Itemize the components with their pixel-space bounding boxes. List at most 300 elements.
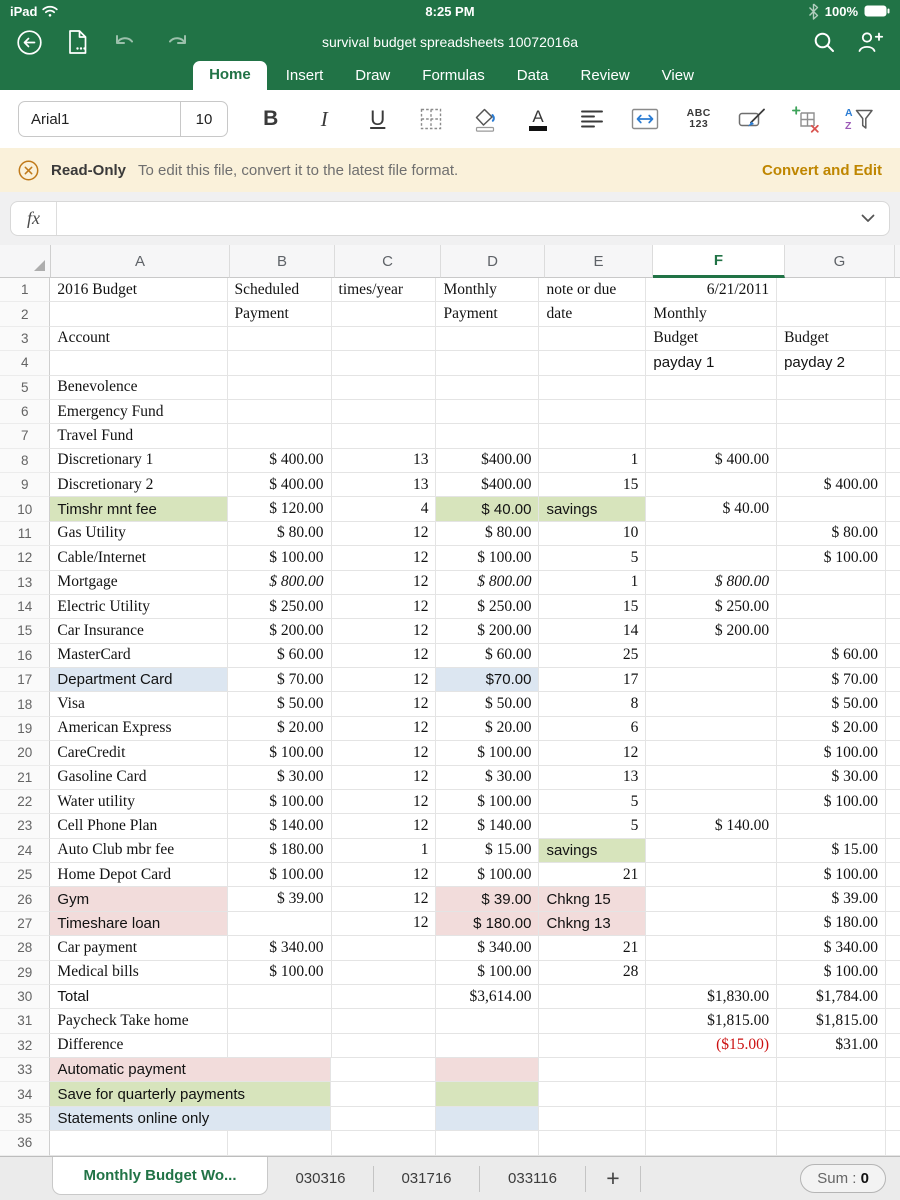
cell-G30[interactable]: $1,784.00 [777, 985, 886, 1009]
cell-C3[interactable] [332, 327, 437, 351]
cell-D24[interactable]: $ 15.00 [436, 839, 539, 863]
cell-F13[interactable]: $ 800.00 [646, 571, 777, 595]
cell-F7[interactable] [646, 424, 777, 448]
cell-D16[interactable]: $ 60.00 [436, 644, 539, 668]
cell-C14[interactable]: 12 [332, 595, 437, 619]
cell-D29[interactable]: $ 100.00 [436, 961, 539, 985]
cell-C6[interactable] [332, 400, 437, 424]
cell-E17[interactable]: 17 [539, 668, 646, 692]
cell-F17[interactable] [646, 668, 777, 692]
select-all-corner[interactable] [0, 245, 51, 278]
cell-C8[interactable]: 13 [332, 449, 437, 473]
cell-E18[interactable]: 8 [539, 692, 646, 716]
cell-D36[interactable] [436, 1131, 539, 1155]
row-header-31[interactable]: 31 [0, 1009, 50, 1033]
cell-D17[interactable]: $70.00 [436, 668, 539, 692]
row-header-9[interactable]: 9 [0, 473, 50, 497]
cell-G11[interactable]: $ 80.00 [777, 522, 886, 546]
cell-F28[interactable] [646, 936, 777, 960]
number-format-icon[interactable]: ABC 123 [679, 99, 719, 139]
cell-A34[interactable]: Save for quarterly payments [50, 1082, 331, 1106]
cell-A30[interactable]: Total [50, 985, 227, 1009]
fill-color-icon[interactable] [465, 99, 505, 139]
cell-D21[interactable]: $ 30.00 [436, 766, 539, 790]
cell-A15[interactable]: Car Insurance [50, 619, 227, 643]
cell-C18[interactable]: 12 [332, 692, 437, 716]
ribbon-tab-review[interactable]: Review [567, 63, 642, 90]
cell-B5[interactable] [228, 376, 332, 400]
column-header-B[interactable]: B [230, 245, 335, 278]
cell-G20[interactable]: $ 100.00 [777, 741, 886, 765]
cell-B30[interactable] [228, 985, 332, 1009]
cell-F27[interactable] [646, 912, 777, 936]
cell-B13[interactable]: $ 800.00 [228, 571, 332, 595]
cell-G32[interactable]: $31.00 [777, 1034, 886, 1058]
cell-A6[interactable]: Emergency Fund [50, 400, 227, 424]
cell-C19[interactable]: 12 [332, 717, 437, 741]
cell-G9[interactable]: $ 400.00 [777, 473, 886, 497]
cell-F24[interactable] [646, 839, 777, 863]
row-header-5[interactable]: 5 [0, 376, 50, 400]
row-header-4[interactable]: 4 [0, 351, 50, 375]
cell-E13[interactable]: 1 [539, 571, 646, 595]
cell-G28[interactable]: $ 340.00 [777, 936, 886, 960]
cell-A5[interactable]: Benevolence [50, 376, 227, 400]
cell-C13[interactable]: 12 [332, 571, 437, 595]
cell-D7[interactable] [436, 424, 539, 448]
row-header-33[interactable]: 33 [0, 1058, 50, 1082]
cell-D33[interactable] [436, 1058, 539, 1082]
cell-A1[interactable]: 2016 Budget [50, 278, 227, 302]
cell-B25[interactable]: $ 100.00 [228, 863, 332, 887]
cell-D27[interactable]: $ 180.00 [436, 912, 539, 936]
row-header-20[interactable]: 20 [0, 741, 50, 765]
cell-C34[interactable] [331, 1082, 436, 1106]
cell-B29[interactable]: $ 100.00 [228, 961, 332, 985]
cell-F31[interactable]: $1,815.00 [646, 1009, 777, 1033]
convert-and-edit-button[interactable]: Convert and Edit [761, 161, 882, 179]
cell-F11[interactable] [646, 522, 777, 546]
cell-A29[interactable]: Medical bills [50, 961, 227, 985]
cell-E2[interactable]: date [539, 302, 646, 326]
row-header-30[interactable]: 30 [0, 985, 50, 1009]
cell-A20[interactable]: CareCredit [50, 741, 227, 765]
cell-E29[interactable]: 28 [539, 961, 646, 985]
cell-C10[interactable]: 4 [332, 497, 437, 521]
cell-C9[interactable]: 13 [332, 473, 437, 497]
cell-B3[interactable] [228, 327, 332, 351]
cell-F1[interactable]: 6/21/2011 [646, 278, 777, 302]
row-header-8[interactable]: 8 [0, 449, 50, 473]
cell-D9[interactable]: $400.00 [436, 473, 539, 497]
cell-D18[interactable]: $ 50.00 [436, 692, 539, 716]
ribbon-tab-data[interactable]: Data [504, 63, 562, 90]
cell-B17[interactable]: $ 70.00 [228, 668, 332, 692]
cell-G35[interactable] [777, 1107, 886, 1131]
cell-D35[interactable] [436, 1107, 539, 1131]
sheet-tab-active[interactable]: Monthly Budget Wo... [52, 1157, 268, 1195]
row-header-15[interactable]: 15 [0, 619, 50, 643]
cell-B8[interactable]: $ 400.00 [228, 449, 332, 473]
cell-G18[interactable]: $ 50.00 [777, 692, 886, 716]
cell-F18[interactable] [646, 692, 777, 716]
cell-G19[interactable]: $ 20.00 [777, 717, 886, 741]
share-people-icon[interactable] [856, 30, 884, 54]
cell-C36[interactable] [332, 1131, 437, 1155]
row-header-2[interactable]: 2 [0, 302, 50, 326]
cell-F22[interactable] [646, 790, 777, 814]
cell-C15[interactable]: 12 [332, 619, 437, 643]
cell-G27[interactable]: $ 180.00 [777, 912, 886, 936]
cell-A7[interactable]: Travel Fund [50, 424, 227, 448]
cell-D15[interactable]: $ 200.00 [436, 619, 539, 643]
cell-E25[interactable]: 21 [539, 863, 646, 887]
ribbon-tab-insert[interactable]: Insert [273, 63, 337, 90]
cell-C28[interactable] [332, 936, 437, 960]
column-header-G[interactable]: G [785, 245, 895, 278]
cell-C1[interactable]: times/year [332, 278, 437, 302]
cell-A11[interactable]: Gas Utility [50, 522, 227, 546]
cell-D22[interactable]: $ 100.00 [436, 790, 539, 814]
row-header-28[interactable]: 28 [0, 936, 50, 960]
cell-B36[interactable] [228, 1131, 332, 1155]
cell-B6[interactable] [228, 400, 332, 424]
cell-E16[interactable]: 25 [539, 644, 646, 668]
row-header-35[interactable]: 35 [0, 1107, 50, 1131]
row-header-14[interactable]: 14 [0, 595, 50, 619]
cell-C12[interactable]: 12 [332, 546, 437, 570]
cell-A36[interactable] [50, 1131, 227, 1155]
cell-C23[interactable]: 12 [332, 814, 437, 838]
cell-E5[interactable] [539, 376, 646, 400]
cell-E15[interactable]: 14 [539, 619, 646, 643]
cell-C5[interactable] [332, 376, 437, 400]
cell-C2[interactable] [332, 302, 437, 326]
cell-A22[interactable]: Water utility [50, 790, 227, 814]
cell-F30[interactable]: $1,830.00 [646, 985, 777, 1009]
sum-pill[interactable] [800, 1164, 886, 1193]
ribbon-tab-formulas[interactable]: Formulas [409, 63, 498, 90]
cell-D32[interactable] [436, 1034, 539, 1058]
sort-filter-icon[interactable] [839, 99, 879, 139]
cell-E3[interactable] [539, 327, 646, 351]
cell-E33[interactable] [539, 1058, 646, 1082]
cell-F33[interactable] [646, 1058, 777, 1082]
redo-button[interactable] [163, 31, 189, 53]
cell-E1[interactable]: note or due [539, 278, 646, 302]
alignment-icon[interactable] [572, 99, 612, 139]
cell-A31[interactable]: Paycheck Take home [50, 1009, 227, 1033]
cell-A33[interactable]: Automatic payment [50, 1058, 331, 1082]
row-header-29[interactable]: 29 [0, 961, 50, 985]
cell-D2[interactable]: Payment [436, 302, 539, 326]
row-header-22[interactable]: 22 [0, 790, 50, 814]
column-header-D[interactable]: D [441, 245, 545, 278]
cell-A17[interactable]: Department Card [50, 668, 227, 692]
cell-F34[interactable] [646, 1082, 777, 1106]
cell-C11[interactable]: 12 [332, 522, 437, 546]
cell-F6[interactable] [646, 400, 777, 424]
cell-D12[interactable]: $ 100.00 [436, 546, 539, 570]
cell-F20[interactable] [646, 741, 777, 765]
cell-A3[interactable]: Account [50, 327, 227, 351]
cell-A14[interactable]: Electric Utility [50, 595, 227, 619]
cell-G8[interactable] [777, 449, 886, 473]
cell-G5[interactable] [777, 376, 886, 400]
cell-E24[interactable]: savings [539, 839, 646, 863]
cell-G16[interactable]: $ 60.00 [777, 644, 886, 668]
cell-A16[interactable]: MasterCard [50, 644, 227, 668]
cell-A12[interactable]: Cable/Internet [50, 546, 227, 570]
row-header-16[interactable]: 16 [0, 644, 50, 668]
cell-E8[interactable]: 1 [539, 449, 646, 473]
column-header-A[interactable]: A [51, 245, 230, 278]
underline-icon[interactable]: U [358, 99, 398, 139]
cell-D8[interactable]: $400.00 [436, 449, 539, 473]
ribbon-tab-home[interactable]: Home [193, 61, 267, 90]
cell-D26[interactable]: $ 39.00 [436, 887, 539, 911]
cell-E35[interactable] [539, 1107, 646, 1131]
cell-G25[interactable]: $ 100.00 [777, 863, 886, 887]
chevron-down-icon[interactable] [847, 214, 889, 223]
cell-C26[interactable]: 12 [332, 887, 437, 911]
row-header-6[interactable]: 6 [0, 400, 50, 424]
cell-C31[interactable] [332, 1009, 437, 1033]
cell-G33[interactable] [777, 1058, 886, 1082]
formula-input[interactable] [57, 210, 847, 227]
font-color-icon[interactable] [518, 99, 558, 139]
cell-A18[interactable]: Visa [50, 692, 227, 716]
cell-E4[interactable] [539, 351, 646, 375]
merge-cells-icon[interactable] [625, 99, 665, 139]
cell-A23[interactable]: Cell Phone Plan [50, 814, 227, 838]
cell-B7[interactable] [228, 424, 332, 448]
cell-A19[interactable]: American Express [50, 717, 227, 741]
cell-F5[interactable] [646, 376, 777, 400]
cell-E7[interactable] [539, 424, 646, 448]
cell-G31[interactable]: $1,815.00 [777, 1009, 886, 1033]
cell-B11[interactable]: $ 80.00 [228, 522, 332, 546]
cell-A28[interactable]: Car payment [50, 936, 227, 960]
sheet-tab-031716[interactable]: 031716 [374, 1157, 479, 1200]
cell-G15[interactable] [777, 619, 886, 643]
row-header-3[interactable]: 3 [0, 327, 50, 351]
cell-A24[interactable]: Auto Club mbr fee [50, 839, 227, 863]
row-header-32[interactable]: 32 [0, 1034, 50, 1058]
cell-C22[interactable]: 12 [332, 790, 437, 814]
row-header-17[interactable]: 17 [0, 668, 50, 692]
ribbon-tab-view[interactable]: View [649, 63, 707, 90]
cell-B4[interactable] [228, 351, 332, 375]
cell-A2[interactable] [50, 302, 227, 326]
cell-B27[interactable] [228, 912, 332, 936]
cell-D20[interactable]: $ 100.00 [436, 741, 539, 765]
cell-C20[interactable]: 12 [332, 741, 437, 765]
cell-D10[interactable]: $ 40.00 [436, 497, 539, 521]
cell-E12[interactable]: 5 [539, 546, 646, 570]
cell-F29[interactable] [646, 961, 777, 985]
row-header-21[interactable]: 21 [0, 766, 50, 790]
cell-G34[interactable] [777, 1082, 886, 1106]
sheet-tab-030316[interactable]: 030316 [268, 1157, 373, 1200]
borders-icon[interactable] [411, 99, 451, 139]
undo-button[interactable] [113, 31, 139, 53]
cell-B24[interactable]: $ 180.00 [228, 839, 332, 863]
row-header-26[interactable]: 26 [0, 887, 50, 911]
cell-C17[interactable]: 12 [332, 668, 437, 692]
cell-F10[interactable]: $ 40.00 [646, 497, 777, 521]
cell-G17[interactable]: $ 70.00 [777, 668, 886, 692]
row-header-34[interactable]: 34 [0, 1082, 50, 1106]
row-header-19[interactable]: 19 [0, 717, 50, 741]
cell-F16[interactable] [646, 644, 777, 668]
italic-icon[interactable]: I [304, 99, 344, 139]
cell-A26[interactable]: Gym [50, 887, 227, 911]
cell-B14[interactable]: $ 250.00 [228, 595, 332, 619]
cell-F12[interactable] [646, 546, 777, 570]
cell-C33[interactable] [331, 1058, 436, 1082]
cell-D6[interactable] [436, 400, 539, 424]
cell-G4[interactable]: payday 2 [777, 351, 886, 375]
cell-C16[interactable]: 12 [332, 644, 437, 668]
cell-E28[interactable]: 21 [539, 936, 646, 960]
cell-B19[interactable]: $ 20.00 [228, 717, 332, 741]
column-header-E[interactable]: E [545, 245, 653, 278]
row-header-13[interactable]: 13 [0, 571, 50, 595]
cell-E27[interactable]: Chkng 13 [539, 912, 646, 936]
row-header-27[interactable]: 27 [0, 912, 50, 936]
cell-D11[interactable]: $ 80.00 [436, 522, 539, 546]
insert-delete-cells-icon[interactable] [786, 99, 826, 139]
cell-G2[interactable] [777, 302, 886, 326]
font-picker[interactable] [18, 101, 228, 137]
ribbon-tab-draw[interactable]: Draw [342, 63, 403, 90]
row-header-7[interactable]: 7 [0, 424, 50, 448]
cell-B1[interactable]: Scheduled [228, 278, 332, 302]
cell-F23[interactable]: $ 140.00 [646, 814, 777, 838]
cell-C7[interactable] [332, 424, 437, 448]
cell-G29[interactable]: $ 100.00 [777, 961, 886, 985]
cell-B28[interactable]: $ 340.00 [228, 936, 332, 960]
cell-C35[interactable] [331, 1107, 436, 1131]
cell-C32[interactable] [332, 1034, 437, 1058]
cell-A21[interactable]: Gasoline Card [50, 766, 227, 790]
row-header-23[interactable]: 23 [0, 814, 50, 838]
cell-D23[interactable]: $ 140.00 [436, 814, 539, 838]
cell-G36[interactable] [777, 1131, 886, 1155]
cell-F14[interactable]: $ 250.00 [646, 595, 777, 619]
cell-B12[interactable]: $ 100.00 [228, 546, 332, 570]
cell-B15[interactable]: $ 200.00 [228, 619, 332, 643]
cell-A32[interactable]: Difference [50, 1034, 227, 1058]
cell-D34[interactable] [436, 1082, 539, 1106]
row-header-18[interactable]: 18 [0, 692, 50, 716]
row-header-1[interactable]: 1 [0, 278, 50, 302]
cell-F36[interactable] [646, 1131, 777, 1155]
cell-G7[interactable] [777, 424, 886, 448]
cell-F21[interactable] [646, 766, 777, 790]
row-header-36[interactable]: 36 [0, 1131, 50, 1155]
cell-G3[interactable]: Budget [777, 327, 886, 351]
cell-E11[interactable]: 10 [539, 522, 646, 546]
cell-C21[interactable]: 12 [332, 766, 437, 790]
cell-A8[interactable]: Discretionary 1 [50, 449, 227, 473]
cell-F35[interactable] [646, 1107, 777, 1131]
row-header-12[interactable]: 12 [0, 546, 50, 570]
cell-D13[interactable]: $ 800.00 [436, 571, 539, 595]
cell-C29[interactable] [332, 961, 437, 985]
cell-D30[interactable]: $3,614.00 [436, 985, 539, 1009]
cell-B21[interactable]: $ 30.00 [228, 766, 332, 790]
cell-C30[interactable] [332, 985, 437, 1009]
cell-C24[interactable]: 1 [332, 839, 437, 863]
column-header-F[interactable]: F [653, 245, 785, 278]
cell-E20[interactable]: 12 [539, 741, 646, 765]
cell-E14[interactable]: 15 [539, 595, 646, 619]
cell-G10[interactable] [777, 497, 886, 521]
cell-D1[interactable]: Monthly [436, 278, 539, 302]
cell-C25[interactable]: 12 [332, 863, 437, 887]
cell-E21[interactable]: 13 [539, 766, 646, 790]
cell-F32[interactable]: ($15.00) [646, 1034, 777, 1058]
cell-B2[interactable]: Payment [228, 302, 332, 326]
cell-F19[interactable] [646, 717, 777, 741]
cell-A25[interactable]: Home Depot Card [50, 863, 227, 887]
cell-G14[interactable] [777, 595, 886, 619]
cell-B20[interactable]: $ 100.00 [228, 741, 332, 765]
cell-B31[interactable] [228, 1009, 332, 1033]
sheet-tab-033116[interactable]: 033116 [480, 1157, 585, 1200]
cell-F2[interactable]: Monthly [646, 302, 777, 326]
cell-A13[interactable]: Mortgage [50, 571, 227, 595]
add-sheet-button[interactable]: + [586, 1157, 640, 1200]
cell-D5[interactable] [436, 376, 539, 400]
cell-E22[interactable]: 5 [539, 790, 646, 814]
draw-format-icon[interactable] [732, 99, 772, 139]
cell-E19[interactable]: 6 [539, 717, 646, 741]
cell-G12[interactable]: $ 100.00 [777, 546, 886, 570]
cell-D14[interactable]: $ 250.00 [436, 595, 539, 619]
cell-B9[interactable]: $ 400.00 [228, 473, 332, 497]
cell-D19[interactable]: $ 20.00 [436, 717, 539, 741]
cell-B10[interactable]: $ 120.00 [228, 497, 332, 521]
search-icon[interactable] [812, 30, 836, 54]
cell-B16[interactable]: $ 60.00 [228, 644, 332, 668]
cell-C27[interactable]: 12 [332, 912, 437, 936]
cell-D28[interactable]: $ 340.00 [436, 936, 539, 960]
cell-B23[interactable]: $ 140.00 [228, 814, 332, 838]
cell-F9[interactable] [646, 473, 777, 497]
cell-E10[interactable]: savings [539, 497, 646, 521]
cell-E30[interactable] [539, 985, 646, 1009]
cell-E26[interactable]: Chkng 15 [539, 887, 646, 911]
row-header-10[interactable]: 10 [0, 497, 50, 521]
cell-D4[interactable] [436, 351, 539, 375]
row-header-25[interactable]: 25 [0, 863, 50, 887]
cell-E31[interactable] [539, 1009, 646, 1033]
cell-G22[interactable]: $ 100.00 [777, 790, 886, 814]
cell-B32[interactable] [228, 1034, 332, 1058]
cell-F25[interactable] [646, 863, 777, 887]
file-menu-button[interactable] [67, 29, 89, 55]
cell-D25[interactable]: $ 100.00 [436, 863, 539, 887]
cell-C4[interactable] [332, 351, 437, 375]
cell-D3[interactable] [436, 327, 539, 351]
cell-D31[interactable] [436, 1009, 539, 1033]
row-header-24[interactable]: 24 [0, 839, 50, 863]
cell-E23[interactable]: 5 [539, 814, 646, 838]
cell-E36[interactable] [539, 1131, 646, 1155]
